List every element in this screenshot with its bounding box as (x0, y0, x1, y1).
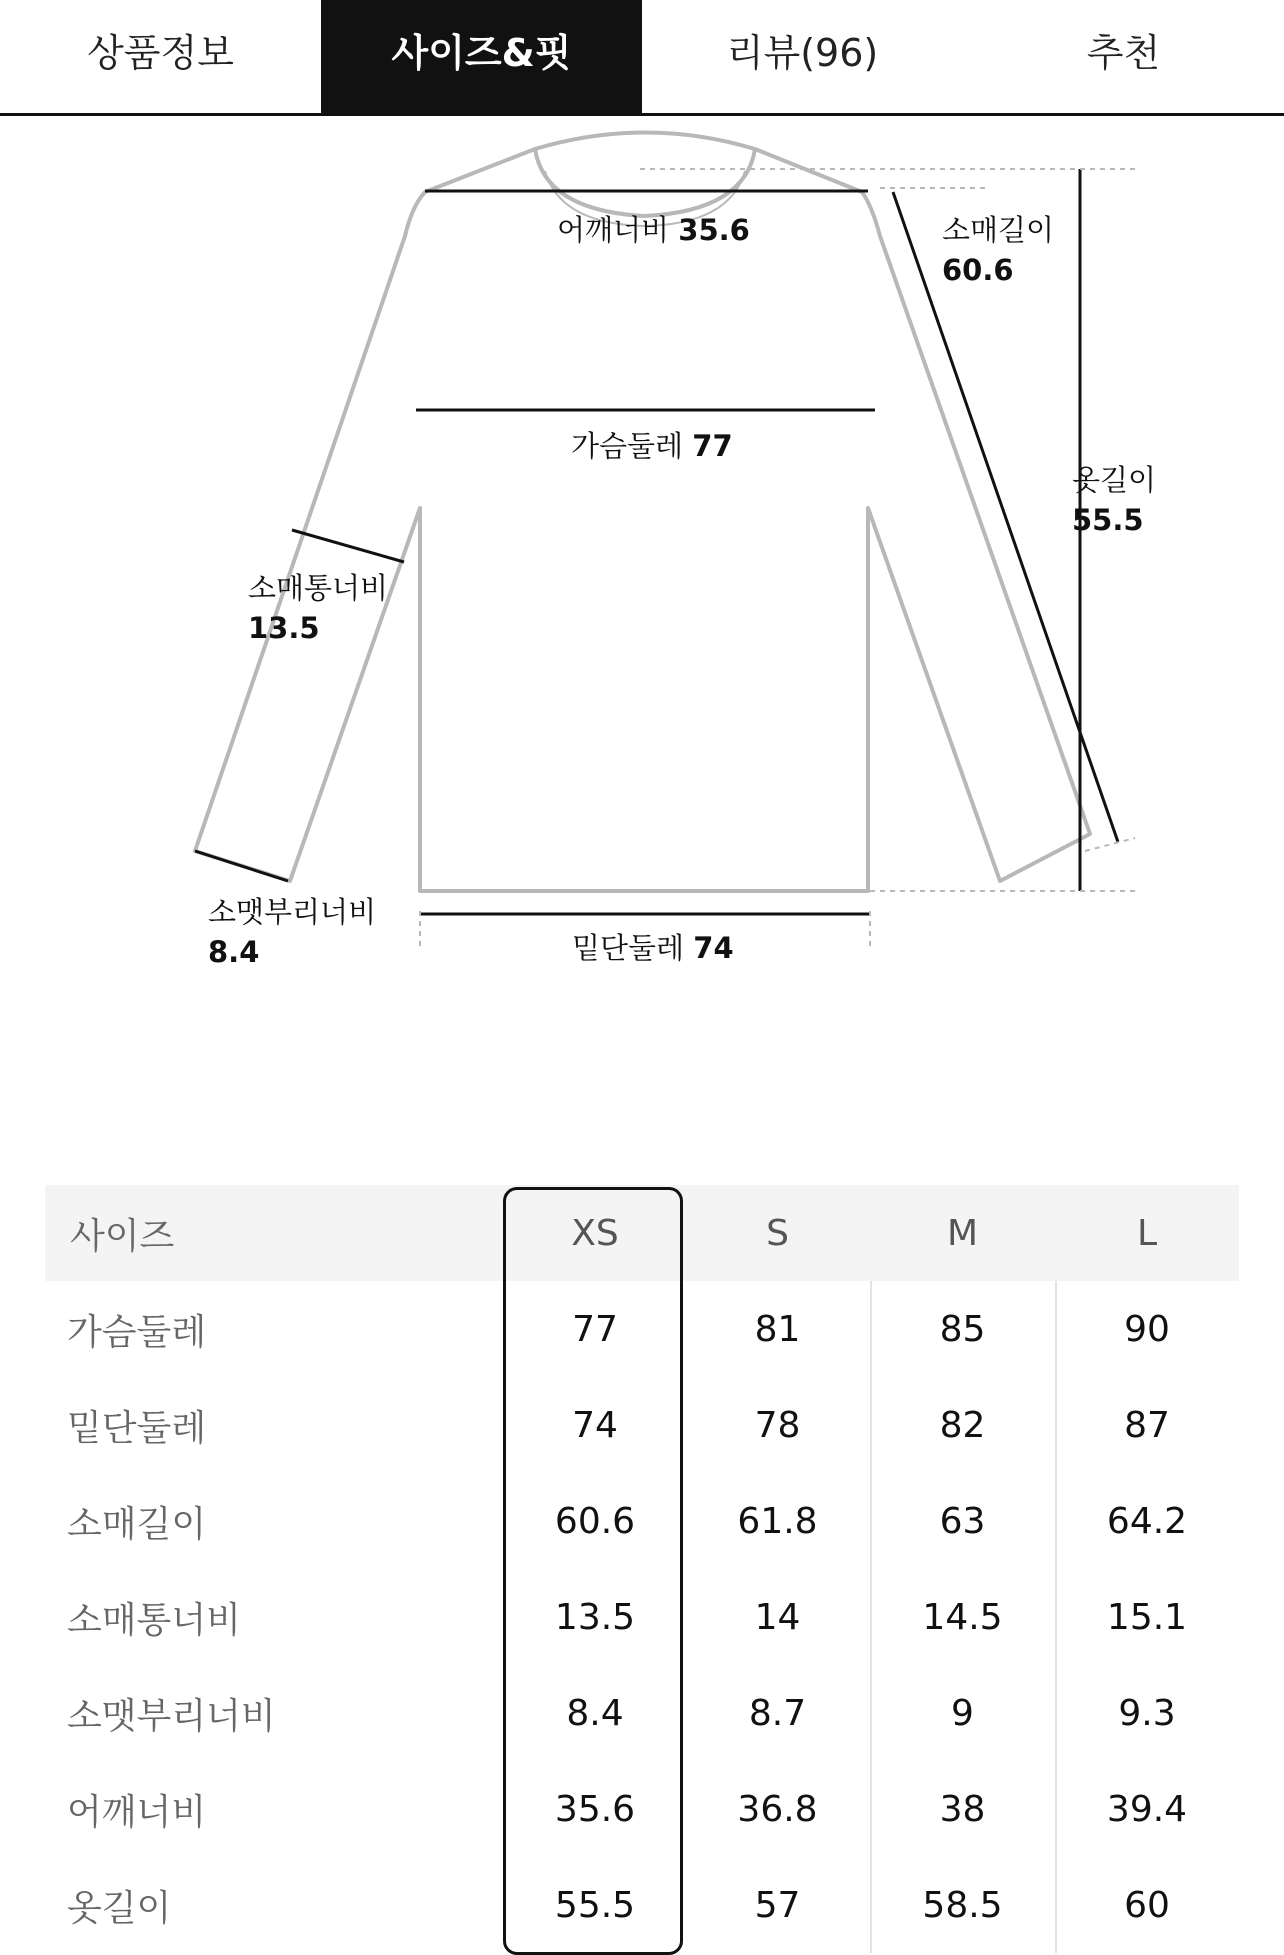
chest-label: 가슴둘레 77 (571, 429, 733, 463)
shoulder-width-label: 어깨너비 35.6 (557, 213, 750, 247)
tab-bar (0, 0, 1284, 116)
table-cell: 13.5 (554, 1596, 636, 1638)
table-cell: 60.6 (554, 1500, 636, 1542)
header-label: 사이즈 (70, 1215, 175, 1257)
table-cell: 60 (1124, 1884, 1170, 1926)
row-label: 소매통너비 (67, 1599, 241, 1641)
table-cell: 57 (754, 1884, 801, 1926)
table-cell: 85 (939, 1308, 986, 1350)
row-label: 소매길이 (67, 1503, 207, 1545)
sleeve-width-label: 소매통너비 13.5 (248, 571, 389, 645)
table-cell: 55.5 (554, 1884, 636, 1926)
table-cell: 61.8 (737, 1500, 818, 1542)
table-cell: 90 (1124, 1308, 1170, 1350)
tab-product-info[interactable]: 상품정보 (87, 31, 234, 75)
sleeve-length-label: 소매길이 60.6 (942, 213, 1055, 287)
column-divider (870, 1281, 872, 1953)
garment-outline-illustration (0, 116, 1284, 1016)
table-cell: 14.5 (922, 1596, 1003, 1638)
table-cell: 9 (951, 1692, 974, 1734)
table-cell: 8.7 (748, 1692, 807, 1734)
table-cell: 15.1 (1106, 1596, 1188, 1638)
tab-recommend[interactable]: 추천 (1086, 31, 1161, 75)
table-cell: 74 (572, 1404, 618, 1446)
tab-reviews[interactable]: 리뷰(96) (726, 31, 879, 75)
table-cell: 77 (572, 1308, 618, 1350)
table-cell: 38 (939, 1788, 986, 1830)
row-label: 소맷부리너비 (67, 1695, 276, 1737)
selected-size-column-highlight (503, 1187, 683, 1955)
row-label: 가슴둘레 (67, 1311, 207, 1353)
row-label: 밑단둘레 (67, 1407, 207, 1449)
table-cell: 78 (754, 1404, 801, 1446)
table-cell: 36.8 (737, 1788, 818, 1830)
cuff-width-label: 소맷부리너비 8.4 (208, 895, 377, 969)
garment-size-diagram (0, 116, 1284, 1016)
table-cell: 64.2 (1106, 1500, 1188, 1542)
total-length-label: 옷길이 55.5 (1072, 463, 1157, 537)
table-cell: 87 (1124, 1404, 1170, 1446)
table-cell: 39.4 (1106, 1788, 1188, 1830)
table-cell: 35.6 (554, 1788, 636, 1830)
table-cell: 8.4 (566, 1692, 624, 1734)
row-label: 옷길이 (67, 1887, 172, 1929)
table-cell: 58.5 (922, 1884, 1003, 1926)
row-label: 어깨너비 (67, 1791, 207, 1833)
tab-size-fit[interactable]: 사이즈&핏 (321, 0, 642, 113)
size-l-header[interactable]: L (1136, 1212, 1158, 1254)
hem-label: 밑단둘레 74 (572, 931, 734, 965)
size-xs-header[interactable]: XS (571, 1212, 619, 1254)
table-cell: 82 (939, 1404, 986, 1446)
table-cell: 63 (939, 1500, 986, 1542)
size-m-header[interactable]: M (946, 1212, 979, 1254)
table-cell: 9.3 (1118, 1692, 1176, 1734)
size-s-header[interactable]: S (766, 1212, 789, 1254)
table-cell: 14 (754, 1596, 801, 1638)
table-cell: 81 (754, 1308, 801, 1350)
column-divider (1055, 1281, 1057, 1953)
